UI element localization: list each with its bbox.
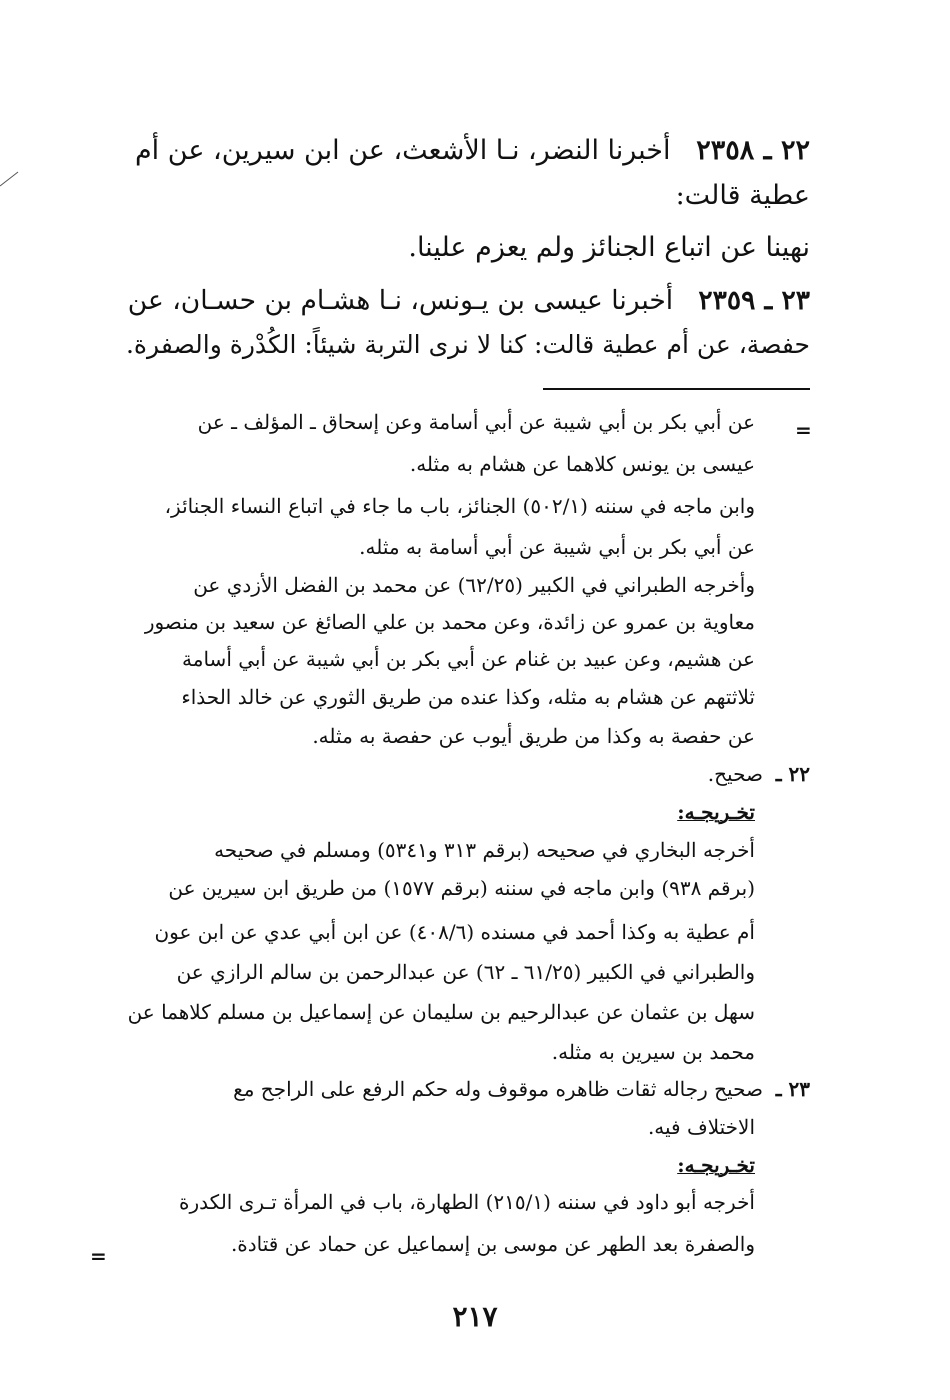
hadith-22-number: ٢٢ ـ ٢٣٥٨	[696, 135, 810, 166]
hadith-23-line-1	[127, 285, 810, 316]
footnote-22-header	[708, 762, 810, 786]
hadith-22-chain: أخبرنا النضر، نـا الأشعث، عن ابن سيرين، عن أم	[134, 135, 671, 166]
hadith-23-line-2: حفصة، عن أم عطية قالت: كنا لا نرى التربة شيئاً: الكُدْرة والصفرة.	[125, 330, 810, 359]
page-number: ٢١٧	[452, 1300, 498, 1333]
footnote-line: عيسى بن يونس كلاهما عن هشام به مثله.	[409, 452, 755, 476]
footnote-22-number: ٢٢ ـ	[775, 762, 810, 786]
footnote-line: وأخرجه الطبراني في الكبير (٦٢/٢٥) عن محمد بن الفضل الأزدي عن	[193, 573, 755, 597]
footnote-22-heading: تخـريجـه:	[677, 800, 755, 824]
footnote-line: ثلاثتهم عن هشام به مثله، وكذا عنده من طريق الثوري عن خالد الحذاء	[181, 685, 755, 709]
hadith-22-line-1	[134, 135, 810, 166]
hadith-23-chain: أخبرنا عيسى بن يـونس، نـا هشـام بن حسـان، عن	[127, 285, 674, 316]
continuation-mark: =	[795, 418, 812, 442]
footnote-line: عن أبي بكر بن أبي شيبة عن أبي أسامة وعن إسحاق ـ المؤلف ـ عن	[197, 410, 755, 434]
footnote-22-line: سهل بن عثمان عن عبدالرحيم بن سليمان عن إسماعيل بن مسلم كلاهما عن	[127, 1000, 755, 1024]
footnote-23-line: أخرجه أبو داود في سننه (٢١٥/١) الطهارة، باب في المرأة تـرى الكدرة	[179, 1190, 755, 1214]
hadith-23-number: ٢٣ ـ ٢٣٥٩	[698, 285, 810, 316]
footnote-23-line-1: صحيح رجاله ثقات ظاهره موقوف وله حكم الرفع على الراجح مع	[233, 1077, 763, 1101]
footnote-line: عن أبي بكر بن أبي شيبة عن أبي أسامة به مثله.	[359, 535, 755, 559]
footnote-23-header	[233, 1077, 810, 1101]
footnote-22-line: أخرجه البخاري في صحيحه (برقم ٣١٣ و٥٣٤١) ومسلم في صحيحه	[214, 838, 755, 862]
footnote-22-line: محمد بن سيرين به مثله.	[551, 1040, 755, 1064]
footnote-23-line: والصفرة بعد الطهر عن موسى بن إسماعيل عن حماد عن قتادة.	[230, 1232, 755, 1256]
end-continuation-mark: =	[90, 1244, 107, 1268]
scan-mark	[0, 170, 20, 188]
footnote-22-line: أم عطية به وكذا أحمد في مسنده (٤٠٨/٦) عن ابن أبي عدي عن ابن عون	[154, 920, 755, 944]
footnote-line: معاوية بن عمرو عن زائدة، وعن محمد بن علي الصائغ عن سعيد بن منصور	[144, 610, 755, 634]
footnote-separator	[543, 388, 810, 390]
footnote-22-line: والطبراني في الكبير (٦١/٢٥ ـ ٦٢) عن عبدالرحمن بن سالم الرازي عن	[176, 960, 755, 984]
footnote-23-heading: تخـريجـه:	[677, 1153, 755, 1177]
footnote-23-number: ٢٣ ـ	[775, 1077, 810, 1101]
footnote-23-line-2: الاختلاف فيه.	[647, 1115, 755, 1139]
footnote-line: وابن ماجه في سننه (٥٠٢/١) الجنائز، باب ما جاء في اتباع النساء الجنائز،	[164, 494, 755, 518]
hadith-22-line-2: عطية قالت:	[675, 180, 810, 211]
footnote-22-grade: صحيح.	[707, 762, 763, 786]
footnote-line: عن حفصة به وكذا من طريق أيوب عن حفصة به مثله.	[312, 724, 755, 748]
footnote-line: عن هشيم، وعن عبيد بن غنام عن أبي بكر بن أبي شيبة عن أبي أسامة	[182, 647, 755, 671]
hadith-22-matn: نهينا عن اتباع الجنائز ولم يعزم علينا.	[408, 232, 810, 263]
footnote-22-line: (برقم ٩٣٨) وابن ماجه في سننه (برقم ١٥٧٧) من طريق ابن سيرين عن	[168, 876, 755, 900]
hadith-22-text	[408, 232, 810, 263]
